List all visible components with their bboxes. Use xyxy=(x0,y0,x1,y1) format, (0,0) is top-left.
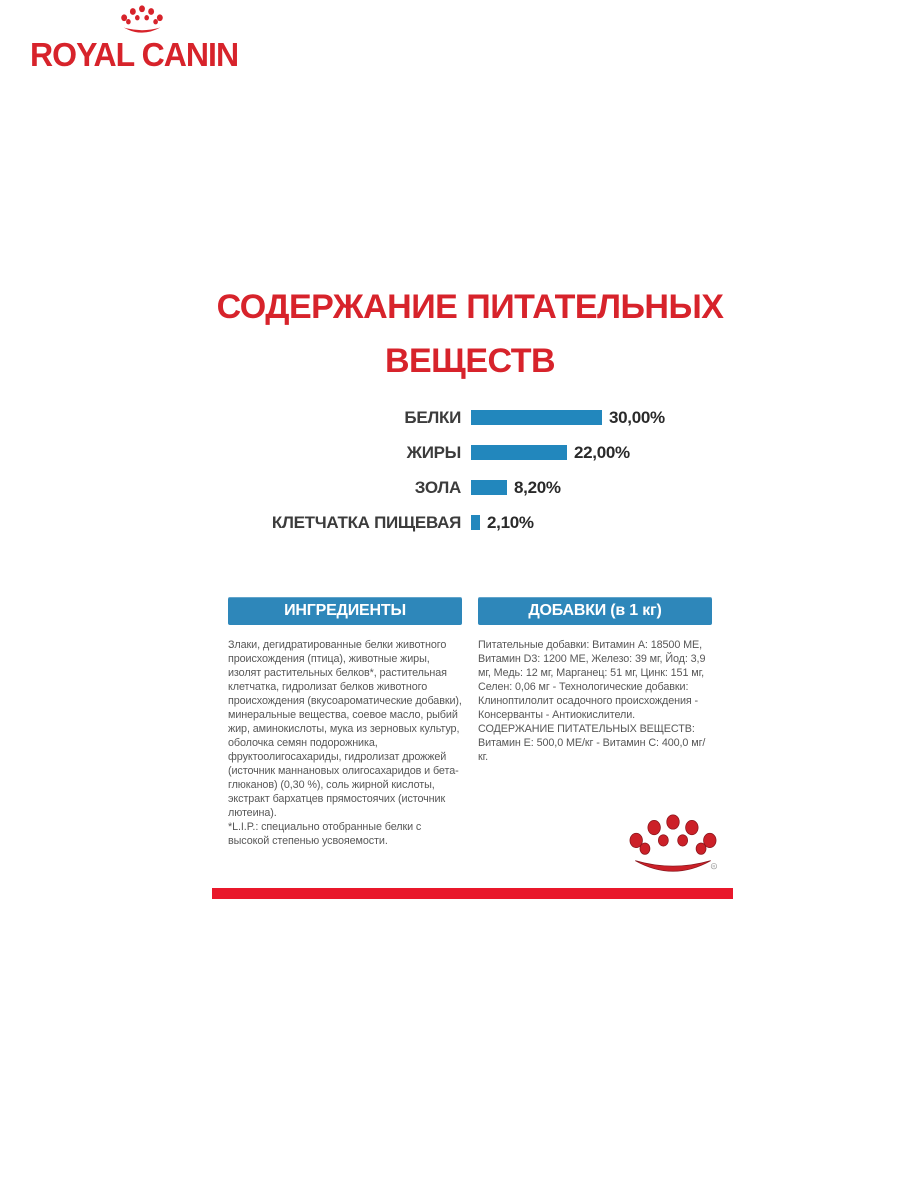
additives-body: Питательные добавки: Витамин A: 18500 ME, Витамин D3: 1200 ME, Железо: 39 мг, Йод: 3,9 мг, Медь: 12 мг, Марганец: 51 мг, Цинк: 151 мг, Селен: 0,06 мг - Технологические добавки: Клиноптилолит осадочного происхождения - Консерванты - Антиокислители. СОДЕРЖАНИЕ ПИТАТЕЛЬНЫХ ВЕЩЕСТВ: Витамин E: 500,0 МЕ/кг - Витамин C: 400,0 мг/кг. xyxy=(478,639,706,764)
chart-row xyxy=(228,505,788,540)
page-title-line2: ВЕЩЕСТВ xyxy=(384,342,556,381)
chart-category-label: БЕЛКИ xyxy=(404,407,461,427)
chart-row xyxy=(228,470,788,505)
brand-wordmark: ROYAL CANIN xyxy=(30,36,239,73)
chart-bar xyxy=(471,480,507,495)
svg-text:R: R xyxy=(712,863,716,869)
chart-category-label: ЗОЛА xyxy=(414,477,461,497)
registered-mark-icon xyxy=(711,863,717,869)
chart-bar xyxy=(471,445,567,460)
ingredients-header: ИНГРЕДИЕНТЫ xyxy=(228,597,462,625)
chart-category-label: ЖИРЫ xyxy=(406,442,461,462)
crown-emblem-icon xyxy=(627,808,719,882)
chart-category-label: КЛЕТЧАТКА ПИЩЕВАЯ xyxy=(271,512,461,532)
ingredients-column xyxy=(228,597,462,848)
crown-icon xyxy=(99,3,185,36)
chart-value-label: 30,00% xyxy=(609,407,665,427)
royal-canin-logo xyxy=(30,3,270,71)
ingredients-body: Злаки, дегидратированные белки животного происхождения (птица), животные жиры, изолят растительных белков*, растительная клетчатка, гидролизат белков животного происхождения (вкусоароматические добавки), минеральные вещества, соевое масло, рыбий жир, аминокислоты, мука из зерновых культур, оболочка семян подорожника, фруктоолигосахариды, гидролизат дрожжей (источник маннановых олигосахаридов и бета-глюканов) (0,30 %), соль жирной кислоты, экстракт бархатцев прямостоячих (источник лютеина). xyxy=(228,639,462,820)
chart-value-label: 8,20% xyxy=(514,477,561,497)
page-title-line1: СОДЕРЖАНИЕ ПИТАТЕЛЬНЫХ xyxy=(216,288,724,326)
page-title xyxy=(178,280,762,389)
additives-header: ДОБАВКИ (в 1 кг) xyxy=(478,597,712,625)
chart-row xyxy=(228,400,788,435)
ingredients-footnote: *L.I.P.: специально отобранные белки с высокой степенью усвояемости. xyxy=(228,821,422,848)
chart-value-label: 22,00% xyxy=(574,442,630,462)
chart-row xyxy=(228,435,788,470)
chart-bar xyxy=(471,515,480,530)
chart-bar xyxy=(471,410,602,425)
red-divider-rule xyxy=(212,888,733,899)
chart-value-label: 2,10% xyxy=(487,512,534,532)
bar-chart xyxy=(228,400,788,540)
